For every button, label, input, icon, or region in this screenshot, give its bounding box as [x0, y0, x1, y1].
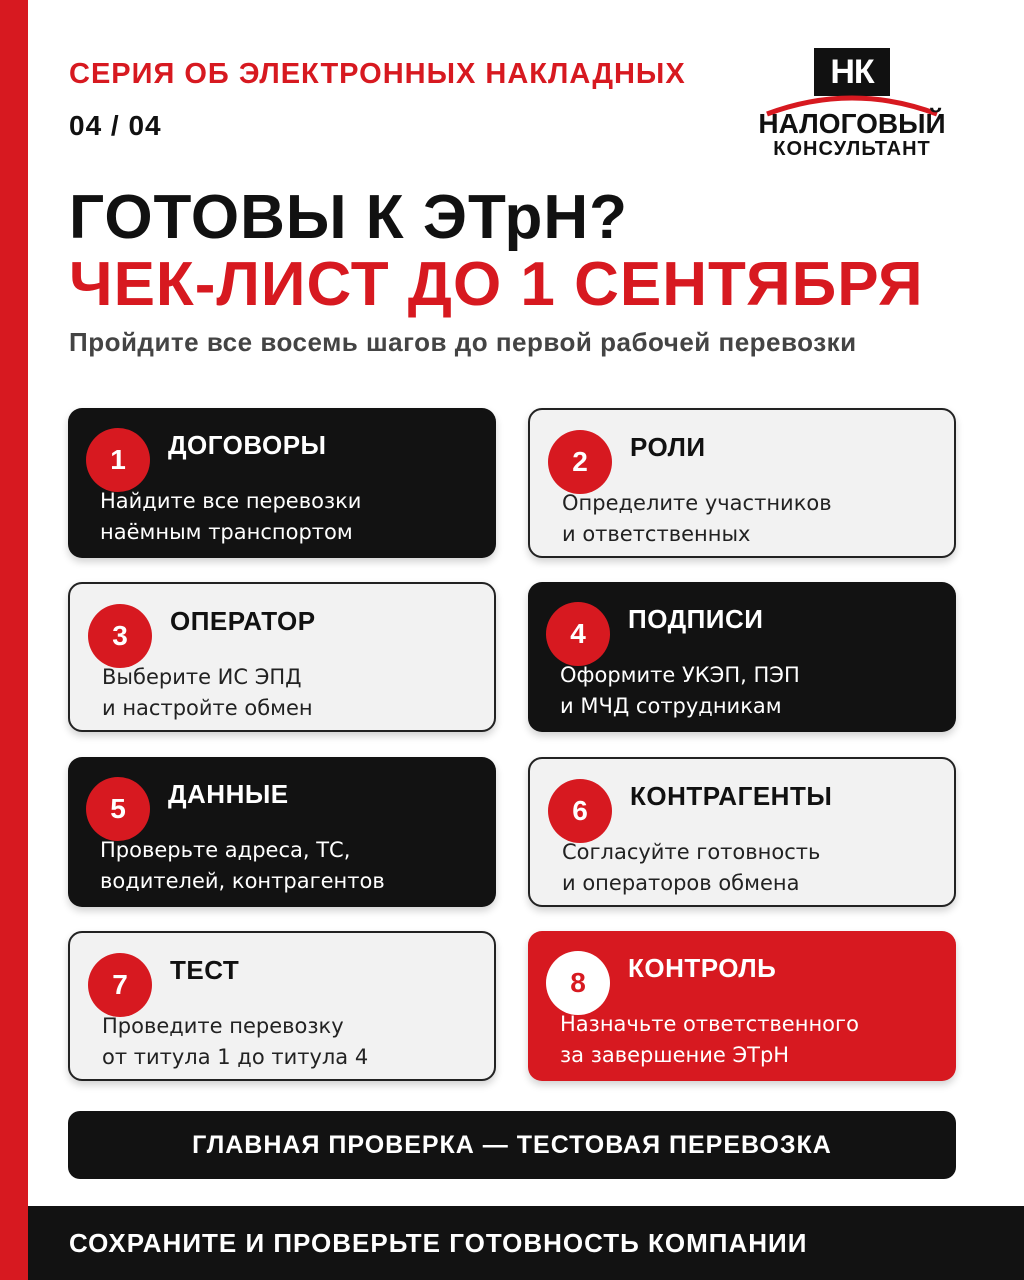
step-card-roles [528, 408, 956, 558]
step-description: Определите участников и ответственных [562, 491, 832, 546]
step-title: ПОДПИСИ [628, 604, 764, 634]
step-number: 8 [546, 951, 610, 1015]
step-number: 1 [86, 428, 150, 492]
step-card-signatures [528, 582, 956, 732]
step-number: 6 [548, 779, 612, 843]
step-card-operator [68, 582, 496, 732]
step-title: КОНТРОЛЬ [628, 953, 777, 983]
step-title: КОНТРАГЕНТЫ [630, 781, 833, 811]
page-title: ГОТОВЫ К ЭТрН? [69, 183, 629, 252]
logo-mark: НК [814, 48, 890, 96]
step-title: ДАННЫЕ [168, 779, 289, 809]
step-number: 2 [548, 430, 612, 494]
step-description: Выберите ИС ЭПД и настройте обмен [102, 665, 313, 720]
step-description: Назначьте ответственного за завершение ЭТрН [560, 1012, 859, 1067]
step-card-data [68, 757, 496, 907]
step-description: Проверьте адреса, ТС, водителей, контрагентов [100, 838, 385, 893]
step-description: Согласуйте готовность и операторов обмена [562, 840, 821, 895]
logo-line1: НАЛОГОВЫЙ [758, 108, 946, 139]
footer-bar [28, 1206, 1024, 1280]
page-counter: 04 / 04 [69, 110, 162, 141]
step-card-contracts [68, 408, 496, 558]
step-number: 4 [546, 602, 610, 666]
step-description: Найдите все перевозки наёмным транспортом [100, 489, 362, 544]
step-number: 3 [88, 604, 152, 668]
step-number: 5 [86, 777, 150, 841]
step-title: ОПЕРАТОР [170, 606, 316, 636]
page-title-accent: ЧЕК-ЛИСТ ДО 1 СЕНТЯБРЯ [69, 250, 924, 319]
step-description: Оформите УКЭП, ПЭП и МЧД сотрудникам [560, 663, 800, 718]
step-card-counterparties [528, 757, 956, 907]
step-title: ДОГОВОРЫ [168, 430, 327, 460]
step-number: 7 [88, 953, 152, 1017]
footer-text: СОХРАНИТЕ И ПРОВЕРЬТЕ ГОТОВНОСТЬ КОМПАНИИ [69, 1228, 808, 1258]
series-title: СЕРИЯ ОБ ЭЛЕКТРОННЫХ НАКЛАДНЫХ [69, 58, 686, 90]
main-check-banner: ГЛАВНАЯ ПРОВЕРКА — ТЕСТОВАЯ ПЕРЕВОЗКА [68, 1111, 956, 1179]
red-side-bar [0, 0, 28, 1280]
step-description: Проведите перевозку от титула 1 до титула 4 [102, 1014, 369, 1069]
step-card-control [528, 931, 956, 1081]
page-subtitle: Пройдите все восемь шагов до первой рабочей перевозки [69, 327, 857, 357]
step-card-test [68, 931, 496, 1081]
logo [752, 48, 952, 163]
step-title: ТЕСТ [170, 955, 240, 985]
step-title: РОЛИ [630, 432, 706, 462]
logo-line2: КОНСУЛЬТАНТ [773, 138, 931, 160]
